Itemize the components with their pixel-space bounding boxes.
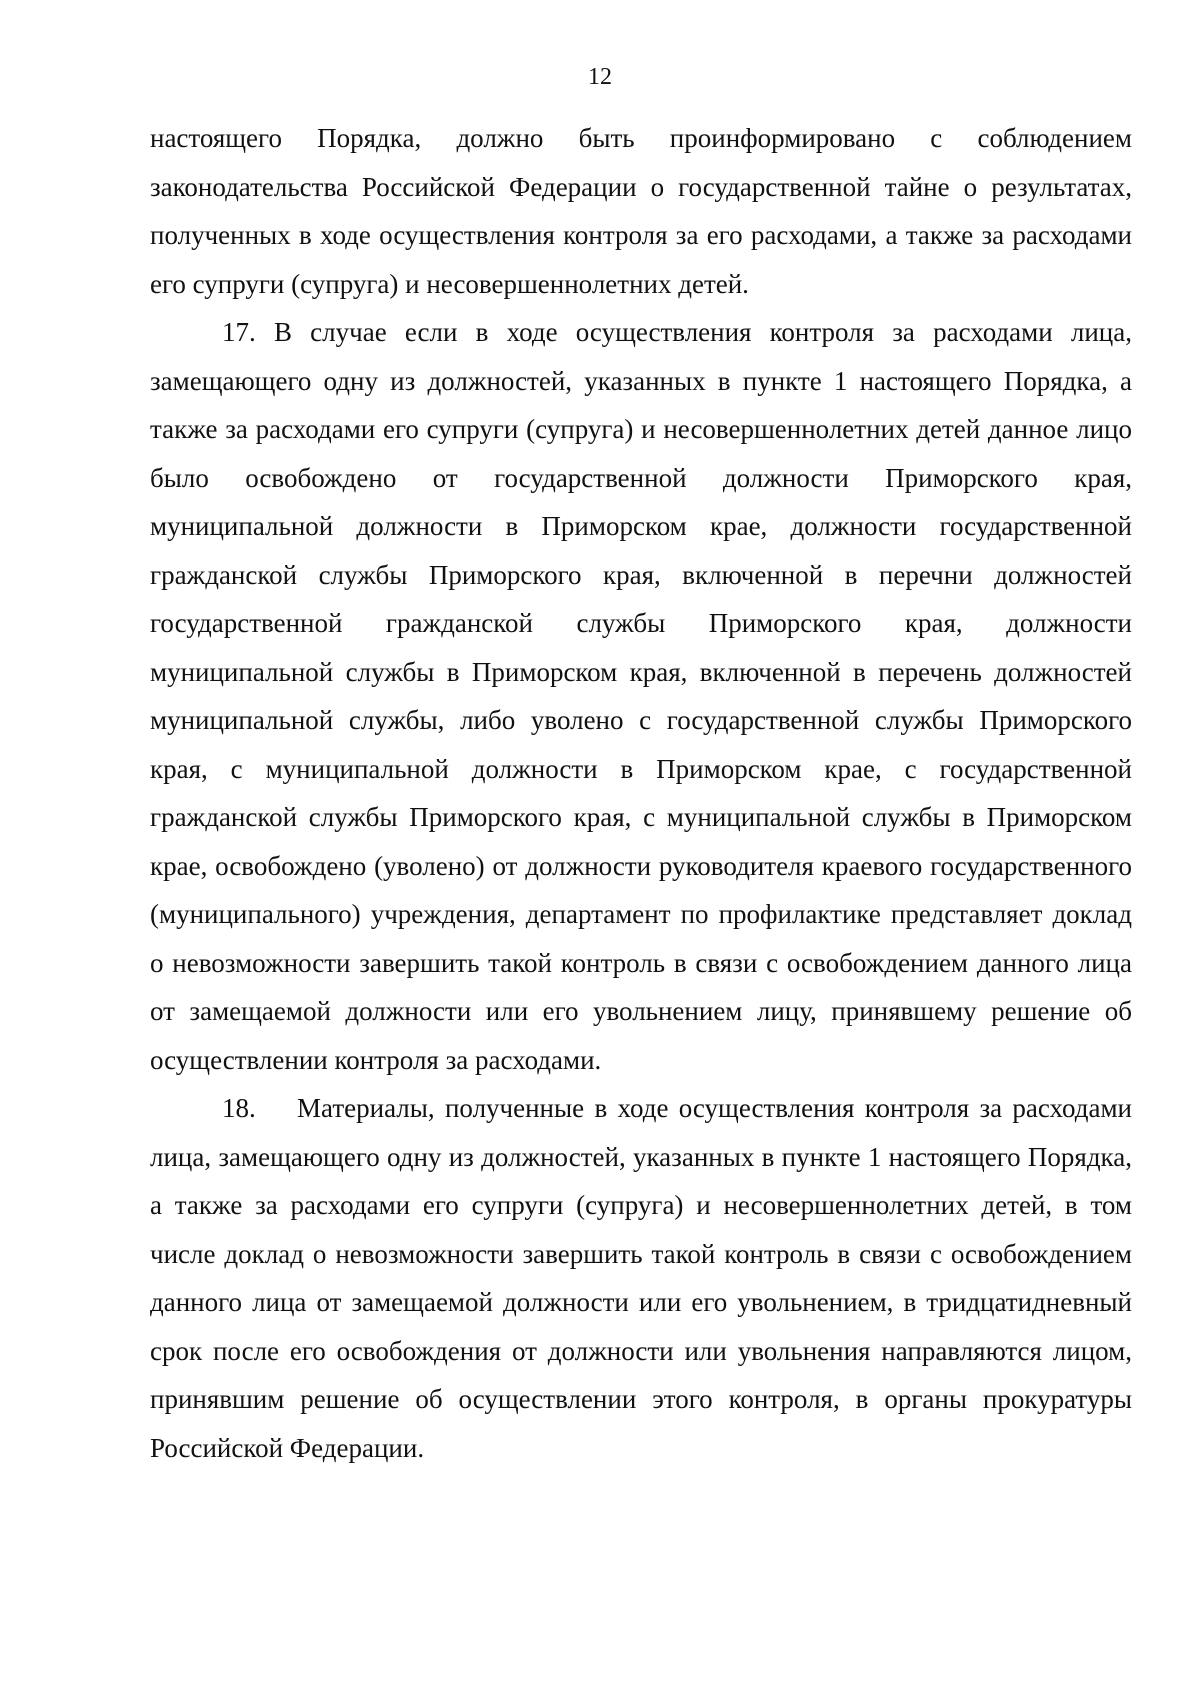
paragraph-continuation: настоящего Порядка, должно быть проинформировано с соблюдением законодательства Российской Федерации о государственной тайне о результатах, полученных в ходе осуществления контроля за его расходами, а также за расходами его супруги (супруга) и несовершеннолетних детей. [150,123,1132,299]
paragraph-item-17: 17. В случае если в ходе осуществления контроля за расходами лица, замещающего одну из должностей, указанных в пункте 1 настоящего Порядка, а также за расходами его супруги (супруга) и несовершеннолетних детей данное лицо было освобождено от государственной должности Приморского края, муниципальной должности в Приморском крае, должности государственной гражданской службы Приморского края, включенной в перечни должностей государственной гражданской службы Приморского края, должности муниципальной службы в Приморском края, включенной в перечень должностей муниципальной службы, либо уволено с государственной службы Приморского края, с муниципальной должности в Приморском крае, с государственной гражданской службы Приморского края, с муниципальной службы в Приморском крае, освобождено (уволено) от должности руководителя краевого государственного (муниципального) учреждения, департамент по профилактике представляет доклад о невозможности завершить такой контроль в связи с освобождением данного лица от замещаемой должности или его увольнением лицу, принявшему решение об осуществлении контроля за расходами. [150,317,1132,1075]
paragraph-item-18: 18. Материалы, полученные в ходе осуществления контроля за расходами лица, замещающего одну из должностей, указанных в пункте 1 настоящего Порядка, а также за расходами его супруги (супруга) и несовершеннолетних детей, в том числе доклад о невозможности завершить такой контроль в связи с освобождением данного лица от замещаемой должности или его увольнением, в тридцатидневный срок после его освобождения от должности или увольнения направляются лицом, принявшим решение об осуществлении этого контроля, в органы прокуратуры Российской Федерации. [150,1093,1139,1463]
page-number: 12 [588,64,612,90]
document-body [150,114,1139,1472]
